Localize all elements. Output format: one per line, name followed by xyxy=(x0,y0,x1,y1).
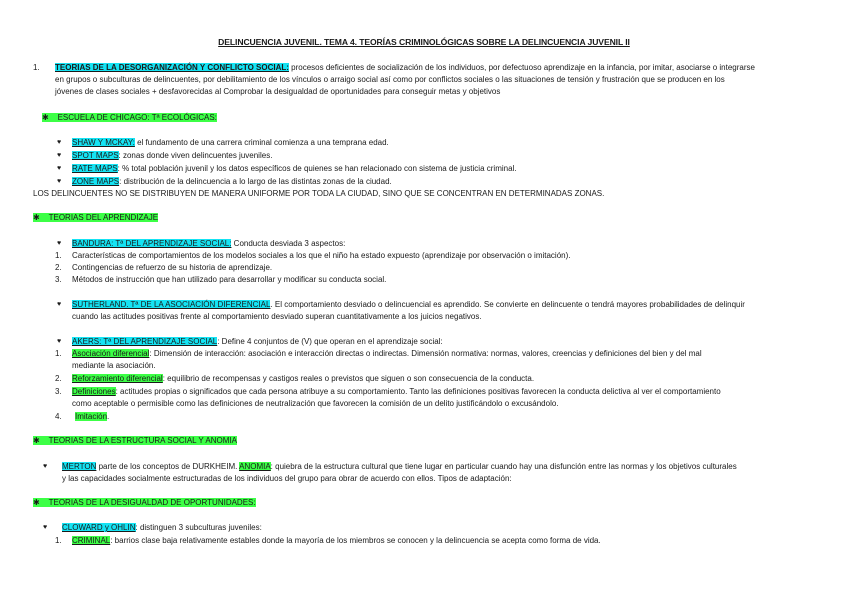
body-text: Características de comportamientos de los modelos sociales a los que el niño ha estado expuesto (aprendizaje por observación o imitación). xyxy=(72,251,571,260)
heart-bullet-icon: ♥ xyxy=(57,152,62,159)
body-text: : Dimensión de interacción: asociación e interacción directas o indirectas. Dimensión normativa: normas, valores, creencias y definiciones del bien y del mal xyxy=(149,349,702,358)
list-item xyxy=(72,373,534,385)
list-item xyxy=(72,163,517,175)
body-text: . El comportamiento desviado o delincuencial es aprendido. Se convierte en delincuente o tendrá mayores probabilidades de delinquir xyxy=(270,300,745,309)
highlighted-term: SPOT MAPS xyxy=(72,151,119,160)
body-text: : zonas donde viven delincuentes juveniles. xyxy=(118,151,273,160)
highlighted-term: CRIMINAL xyxy=(72,536,111,545)
document-title: DELINCUENCIA JUVENIL. TEMA 4. TEORÍAS CRIMINOLÓGICAS SOBRE LA DELINCUENCIA JUVENIL II xyxy=(218,37,630,47)
body-text: Conducta desviada 3 aspectos: xyxy=(231,239,346,248)
highlighted-term: CLOWARD y OHLIN xyxy=(62,523,136,532)
list-number: 1. xyxy=(55,251,62,260)
list-item xyxy=(72,535,601,547)
highlighted-term: Definiciones xyxy=(72,387,116,396)
highlighted-term: SUTHERLAND. Tª DE LA ASOCIACIÓN DIFERENCIAL xyxy=(72,300,271,309)
body-text: como aceptable o permisible como las definiciones de neutralización que favorecen la comisión de un delito justificándolo o excusándolo. xyxy=(72,399,559,408)
body-text: : Define 4 conjuntos de (V) que operan en el aprendizaje social: xyxy=(217,337,443,346)
body-text: : distinguen 3 subculturas juveniles: xyxy=(135,523,262,532)
body-text: : % total población juvenil y los datos específicos de quienes se han relacionado con sistema de justicia criminal. xyxy=(117,164,517,173)
note-text: LOS DELINCUENTES NO SE DISTRIBUYEN DE MANERA UNIFORME POR TODA LA CIUDAD, SINO QUE SE CONCENTRAN EN DETERMINADAS ZONAS. xyxy=(33,189,605,198)
section-header xyxy=(33,212,158,224)
heart-bullet-icon: ♥ xyxy=(57,301,62,308)
list-item xyxy=(62,461,737,473)
star-bullet-icon: ✱ xyxy=(33,436,40,445)
section-header-label: TEORIAS DEL APRENDIZAJE xyxy=(48,213,159,222)
body-text: : distribución de la delincuencia a lo largo de las distintas zonas de la ciudad. xyxy=(119,177,392,186)
list-number: 4. xyxy=(55,412,62,421)
heart-bullet-icon: ♥ xyxy=(57,178,62,185)
star-bullet-icon: ✱ xyxy=(33,498,40,507)
body-text: : equilibrio de recompensas y castigos reales o previstos que siguen o son consecuencia de la conducta. xyxy=(162,374,535,383)
section-header-label: TEORIAS DE LA ESTRUCTURA SOCIAL Y ANOMIA xyxy=(48,436,237,445)
highlighted-term: TEORIAS DE LA DESORGANIZACIÓN Y CONFLICTO SOCIAL: xyxy=(55,63,289,72)
heart-bullet-icon: ♥ xyxy=(57,338,62,345)
list-number: 2. xyxy=(55,374,62,383)
section-header xyxy=(42,112,217,124)
highlighted-term: ANOMIA xyxy=(239,462,271,471)
highlighted-term: Reforzamiento diferencial xyxy=(72,374,163,383)
list-number: 1. xyxy=(55,349,62,358)
list-item xyxy=(72,150,272,162)
list-item xyxy=(72,299,745,311)
list-item xyxy=(72,238,345,250)
body-text: . xyxy=(107,412,110,421)
list-item xyxy=(72,336,443,348)
body-text: Métodos de instrucción que han utilizado para desarrollar y modificar su conducta social. xyxy=(72,275,387,284)
heart-bullet-icon: ♥ xyxy=(57,165,62,172)
highlighted-term: Imitación xyxy=(75,412,108,421)
star-bullet-icon: ✱ xyxy=(33,213,40,222)
body-text: en grupos o subculturas de delincuentes, por debilitamiento de los vínculos o arraigo social así como por conflictos sociales o las situaciones de tensión y frustración que se producen en los xyxy=(55,75,725,84)
list-item xyxy=(72,386,721,398)
body-text: cuando las actitudes positivas frente al comportamiento desviado superan cuantitativamente a los juicios negativos. xyxy=(72,312,482,321)
heart-bullet-icon: ♥ xyxy=(57,139,62,146)
body-text: : quiebra de la estructura cultural que tiene lugar en particular cuando hay una disfunción entre las normas y los objetivos culturales xyxy=(270,462,737,471)
list-number: 3. xyxy=(55,387,62,396)
list-number: 2. xyxy=(55,263,62,272)
list-number: 3. xyxy=(55,275,62,284)
body-text: Contingencias de refuerzo de su historia de aprendizaje. xyxy=(72,263,273,272)
body-text: : barrios clase baja relativamente estables donde la mayoría de los miembros se conocen y la delincuencia se acepta como forma de vida. xyxy=(110,536,601,545)
highlighted-term: ZONE MAPS xyxy=(72,177,120,186)
highlighted-term: BANDURA: Tª DEL APRENDIZAJE SOCIAL: xyxy=(72,239,232,248)
body-text: mediante la asociación. xyxy=(72,361,156,370)
section-header-label: TEORIAS DE LA DESIGUALDAD DE OPORTUNIDADES: xyxy=(48,498,256,507)
list-item xyxy=(75,411,109,423)
body-text: y las capacidades socialmente estructuradas de los individuos del grupo para obrar de acuerdo con ellos. Tipos de adaptación: xyxy=(62,474,512,483)
list-item xyxy=(72,137,389,149)
highlighted-term: RATE MAPS xyxy=(72,164,118,173)
star-bullet-icon: ✱ xyxy=(42,113,49,122)
section-header xyxy=(33,435,237,447)
heart-bullet-icon: ♥ xyxy=(43,463,48,470)
highlighted-term: SHAW Y MCKAY: xyxy=(72,138,135,147)
body-text: jóvenes de clases sociales + desfavorecidas al Comprobar la desigualdad de oportunidades para conseguir metas y objetivos xyxy=(55,87,501,96)
body-text: el fundamento de una carrera criminal comienza a una temprana edad. xyxy=(134,138,389,147)
highlighted-term: AKERS: Tª DEL APRENDIZAJE SOCIAL xyxy=(72,337,218,346)
theory-paragraph xyxy=(55,62,755,74)
list-item xyxy=(72,176,392,188)
body-text: procesos deficientes de socialización de los individuos, por defectuoso aprendizaje en la infancia, por imitar, asociarse o integrarse xyxy=(288,63,755,72)
section-header xyxy=(33,497,256,509)
heart-bullet-icon: ♥ xyxy=(43,524,48,531)
list-number: 1. xyxy=(55,536,62,545)
body-text: : actitudes propias o significados que cada persona atribuye a su comportamiento. Tanto las definiciones positivas favorecen la conducta delictiva al ver el comportamiento xyxy=(115,387,721,396)
body-text: parte de los conceptos de DURKHEIM. xyxy=(96,462,240,471)
list-item xyxy=(72,348,702,360)
section-header-label: ESCUELA DE CHICAGO: Tª ECOLÓGICAS: xyxy=(57,113,217,122)
highlighted-term: MERTON xyxy=(62,462,97,471)
list-number: 1. xyxy=(33,63,40,72)
heart-bullet-icon: ♥ xyxy=(57,240,62,247)
list-item xyxy=(62,522,262,534)
highlighted-term: Asociación diferencial xyxy=(72,349,150,358)
